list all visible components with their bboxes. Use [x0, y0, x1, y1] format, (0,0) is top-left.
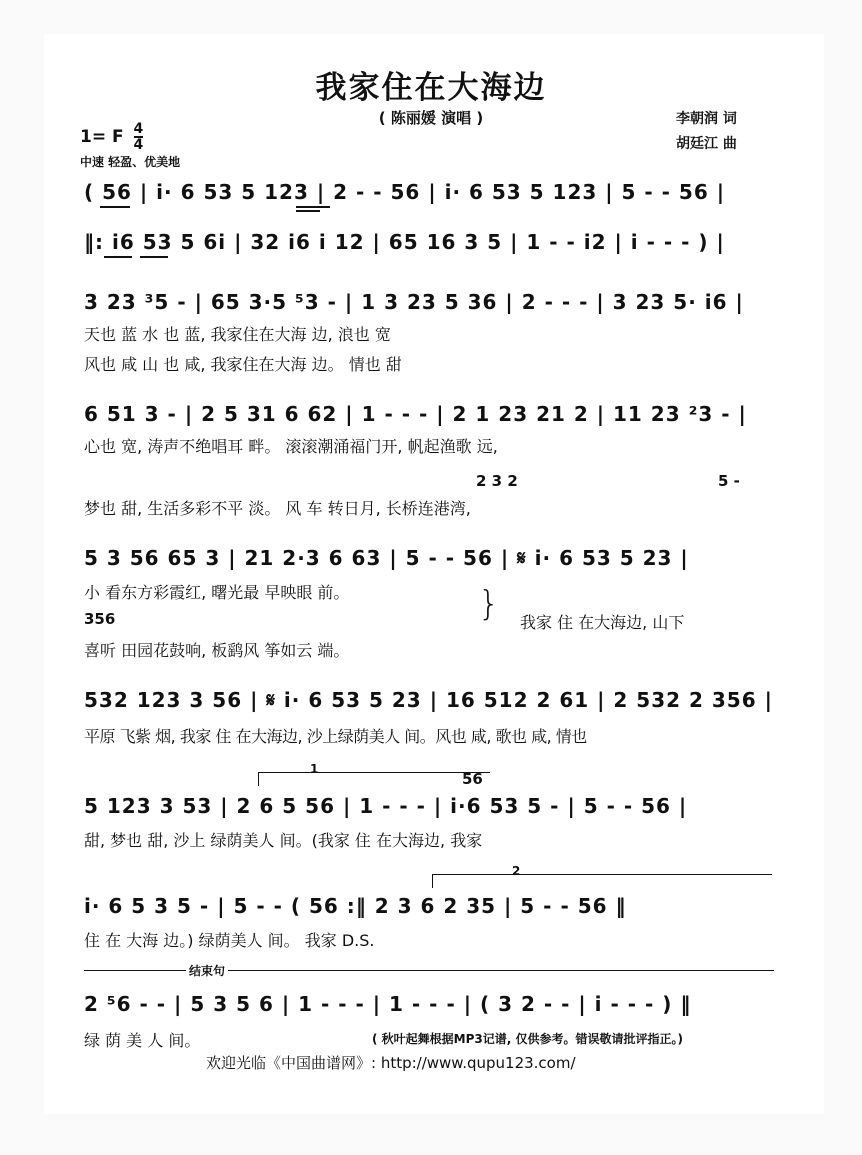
lyric-row-5-merged: 我家 住 在大海边, 山下	[520, 613, 685, 632]
lyricist-credit: 李朝润 词	[676, 111, 737, 127]
underline	[296, 206, 330, 208]
underline	[296, 210, 320, 212]
lyric-row-9: 绿 荫 美 人 间。	[84, 1031, 201, 1050]
verse-brace: }	[478, 584, 500, 624]
lyric-row-4-verse-1: 心也 宽, 涛声不绝唱耳 畔。 滚滚潮涌福门开, 帆起渔歌 远,	[84, 437, 498, 456]
underline	[100, 206, 130, 208]
volta-2-hook	[432, 874, 433, 888]
time-top: 4	[133, 121, 144, 137]
lyric-row-6: 平原 飞紫 烟, 我家 住 在大海边, 沙上绿荫美人 间。风也 咸, 歌也 咸, 情也	[84, 727, 587, 746]
lyric-row-5-verse-2: 喜听 田园花鼓响, 板鹞风 筝如云 端。	[84, 641, 350, 660]
staff-row-6: 532 123 3 56 | 𝄋 i· 6 53 5 23 | 16 512 2 61 | 2 532 2 356 |	[84, 688, 773, 712]
tempo-marking: 中速 轻盈、优美地	[80, 155, 181, 169]
time-bottom: 4	[133, 137, 144, 153]
staff-row-1: ( 56 | i· 6 53 5 123 | 2 - - 56 | i· 6 53 5 123 | 5 - - 56 |	[84, 180, 726, 204]
lyric-row-5-verse-1: 小 看东方彩霞红, 曙光最 早映眼 前。	[84, 583, 350, 602]
staff-row-5: 5 3 56 65 3 | 21 2·3 6 63 | 5 - - 56 | 𝄋 i· 6 53 5 23 |	[84, 546, 689, 570]
volta-2-line	[432, 874, 772, 875]
volta-1-label: 1	[310, 762, 319, 776]
volta-1-line	[258, 772, 490, 773]
alt-notes-row-7: 56	[462, 770, 483, 788]
volta-1-hook	[258, 772, 259, 786]
lyric-row-7: 甜, 梦也 甜, 沙上 绿荫美人 间。(我家 住 在大海边, 我家	[84, 831, 483, 850]
time-signature	[134, 122, 144, 152]
alt-notes-row-5: 356	[84, 610, 116, 628]
key-label: 1= F	[80, 127, 124, 147]
staff-row-2: ‖: i6 53 5 6i | 32 i6 i 12 | 65 16 3 5 | 1 - - i2 | i - - - ) |	[84, 230, 725, 254]
song-title: 我家住在大海边	[315, 70, 547, 106]
staff-row-8: i· 6 5 3 5 - | 5 - - ( 56 :‖ 2 3 6 2 35 | 5 - - 56 ‖	[84, 894, 627, 918]
staff-row-9: 2 ⁵6 - - | 5 3 5 6 | 1 - - - | 1 - - - | ( 3 2 - - | i - - - ) ‖	[84, 992, 692, 1016]
lyric-row-4-verse-2: 梦也 甜, 生活多彩不平 淡。 风 车 转日月, 长桥连港湾,	[84, 499, 471, 518]
alt-notes-row-4b: 5 -	[718, 472, 740, 490]
key-signature	[80, 122, 143, 152]
composer-credit: 胡廷江 曲	[676, 136, 737, 152]
staff-row-4: 6 51 3 - | 2 5 31 6 62 | 1 - - - | 2 1 23 21 2 | 11 23 ²3 - |	[84, 402, 747, 426]
staff-row-3: 3 23 ³5 - | 65 3·5 ⁵3 - | 1 3 23 5 36 | 2 - - - | 3 23 5· i6 |	[84, 290, 744, 314]
lyric-row-8: 住 在 大海 边。) 绿荫美人 间。 我家 D.S.	[84, 931, 375, 950]
underline	[104, 256, 132, 258]
lyric-row-3-verse-2: 风也 咸 山 也 咸, 我家住在大海 边。 情也 甜	[84, 355, 402, 374]
site-footer: 欢迎光临《中国曲谱网》: http://www.qupu123.com/	[206, 1054, 576, 1072]
alt-notes-row-4: 2 3 2	[476, 472, 518, 490]
lyric-row-3-verse-1: 天也 蓝 水 也 蓝, 我家住在大海 边, 浪也 宽	[84, 325, 391, 344]
ending-label: 结束句	[186, 962, 228, 979]
underline	[140, 256, 168, 258]
staff-row-7: 5 123 3 53 | 2 6 5 56 | 1 - - - | i·6 53 5 - | 5 - - 56 |	[84, 794, 688, 818]
volta-2-label: 2	[512, 864, 521, 878]
transcription-note: ( 秋叶起舞根据MP3记谱, 仅供参考。错误敬请批评指正。)	[372, 1032, 683, 1046]
singer-credit: ( 陈丽媛 演唱 )	[378, 109, 484, 127]
